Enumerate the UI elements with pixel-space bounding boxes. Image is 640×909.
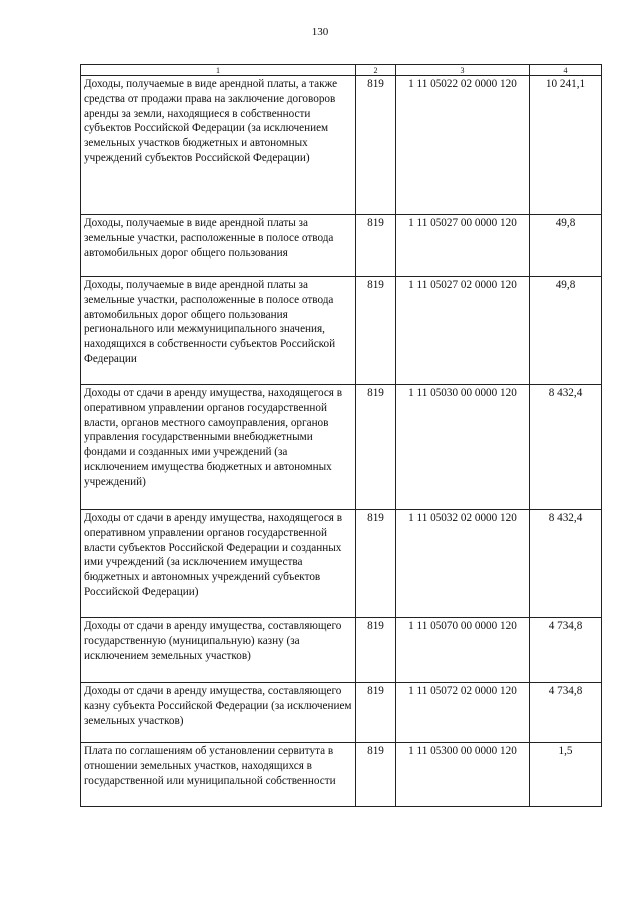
row-admin-code: 819 xyxy=(356,76,396,215)
row-budget-code: 1 11 05027 00 0000 120 xyxy=(396,215,530,277)
page-number: 130 xyxy=(311,26,329,38)
row-admin-code: 819 xyxy=(356,277,396,385)
table-row xyxy=(81,510,602,618)
table-body xyxy=(81,76,602,807)
row-amount: 1,5 xyxy=(530,743,602,807)
row-description: Плата по соглашениям об установлении сервитута в отношении земельных участков, находящихся в государственной или муниципальной собственности xyxy=(81,743,356,807)
row-description: Доходы от сдачи в аренду имущества, находящегося в оперативном управлении органов государственной власти субъектов Российской Федерации и созданных ими учреждений (за исключением имущества бюджетных и автономных учреждений субъектов Российской Федерации) xyxy=(81,510,356,618)
row-admin-code: 819 xyxy=(356,618,396,683)
table-row xyxy=(81,76,602,215)
row-admin-code: 819 xyxy=(356,743,396,807)
revenue-table xyxy=(80,64,602,807)
row-admin-code: 819 xyxy=(356,385,396,510)
table-row xyxy=(81,683,602,743)
table-row xyxy=(81,618,602,683)
row-description: Доходы, получаемые в виде арендной платы, а также средства от продажи права на заключение договоров аренды за земли, находящиеся в собственности субъектов Российской Федерации (за исключением земельных участков бюджетных и автономных учреждений субъектов Российской Федерации) xyxy=(81,76,356,215)
row-budget-code: 1 11 05022 02 0000 120 xyxy=(396,76,530,215)
row-description: Доходы, получаемые в виде арендной платы за земельные участки, расположенные в полосе отвода автомобильных дорог общего пользования xyxy=(81,215,356,277)
row-admin-code: 819 xyxy=(356,215,396,277)
row-amount: 8 432,4 xyxy=(530,510,602,618)
header-col-1: 1 xyxy=(81,65,356,76)
row-description: Доходы, получаемые в виде арендной платы за земельные участки, расположенные в полосе отвода автомобильных дорог общего пользования регионального или межмуниципального значения, находящихся в собственности субъектов Российской Федерации xyxy=(81,277,356,385)
table-header-row xyxy=(81,65,602,76)
row-budget-code: 1 11 05027 02 0000 120 xyxy=(396,277,530,385)
row-budget-code: 1 11 05072 02 0000 120 xyxy=(396,683,530,743)
row-amount: 8 432,4 xyxy=(530,385,602,510)
row-amount: 10 241,1 xyxy=(530,76,602,215)
row-amount: 49,8 xyxy=(530,215,602,277)
table-row xyxy=(81,215,602,277)
row-amount: 49,8 xyxy=(530,277,602,385)
row-admin-code: 819 xyxy=(356,683,396,743)
row-amount: 4 734,8 xyxy=(530,683,602,743)
row-budget-code: 1 11 05070 00 0000 120 xyxy=(396,618,530,683)
table-row xyxy=(81,385,602,510)
row-admin-code: 819 xyxy=(356,510,396,618)
header-col-2: 2 xyxy=(356,65,396,76)
row-description: Доходы от сдачи в аренду имущества, составляющего казну субъекта Российской Федерации (за исключением земельных участков) xyxy=(81,683,356,743)
row-amount: 4 734,8 xyxy=(530,618,602,683)
row-budget-code: 1 11 05030 00 0000 120 xyxy=(396,385,530,510)
table-row xyxy=(81,277,602,385)
row-budget-code: 1 11 05032 02 0000 120 xyxy=(396,510,530,618)
table-header xyxy=(81,65,602,76)
row-description: Доходы от сдачи в аренду имущества, находящегося в оперативном управлении органов государственной власти, органов местного самоуправления, органов управления государственными внебюджетными фондами и созданных ими учреждений (за исключением имущества бюджетных и автономных учреждений) xyxy=(81,385,356,510)
row-budget-code: 1 11 05300 00 0000 120 xyxy=(396,743,530,807)
header-col-4: 4 xyxy=(530,65,602,76)
header-col-3: 3 xyxy=(396,65,530,76)
row-description: Доходы от сдачи в аренду имущества, составляющего государственную (муниципальную) казну (за исключением земельных участков) xyxy=(81,618,356,683)
table-row xyxy=(81,743,602,807)
